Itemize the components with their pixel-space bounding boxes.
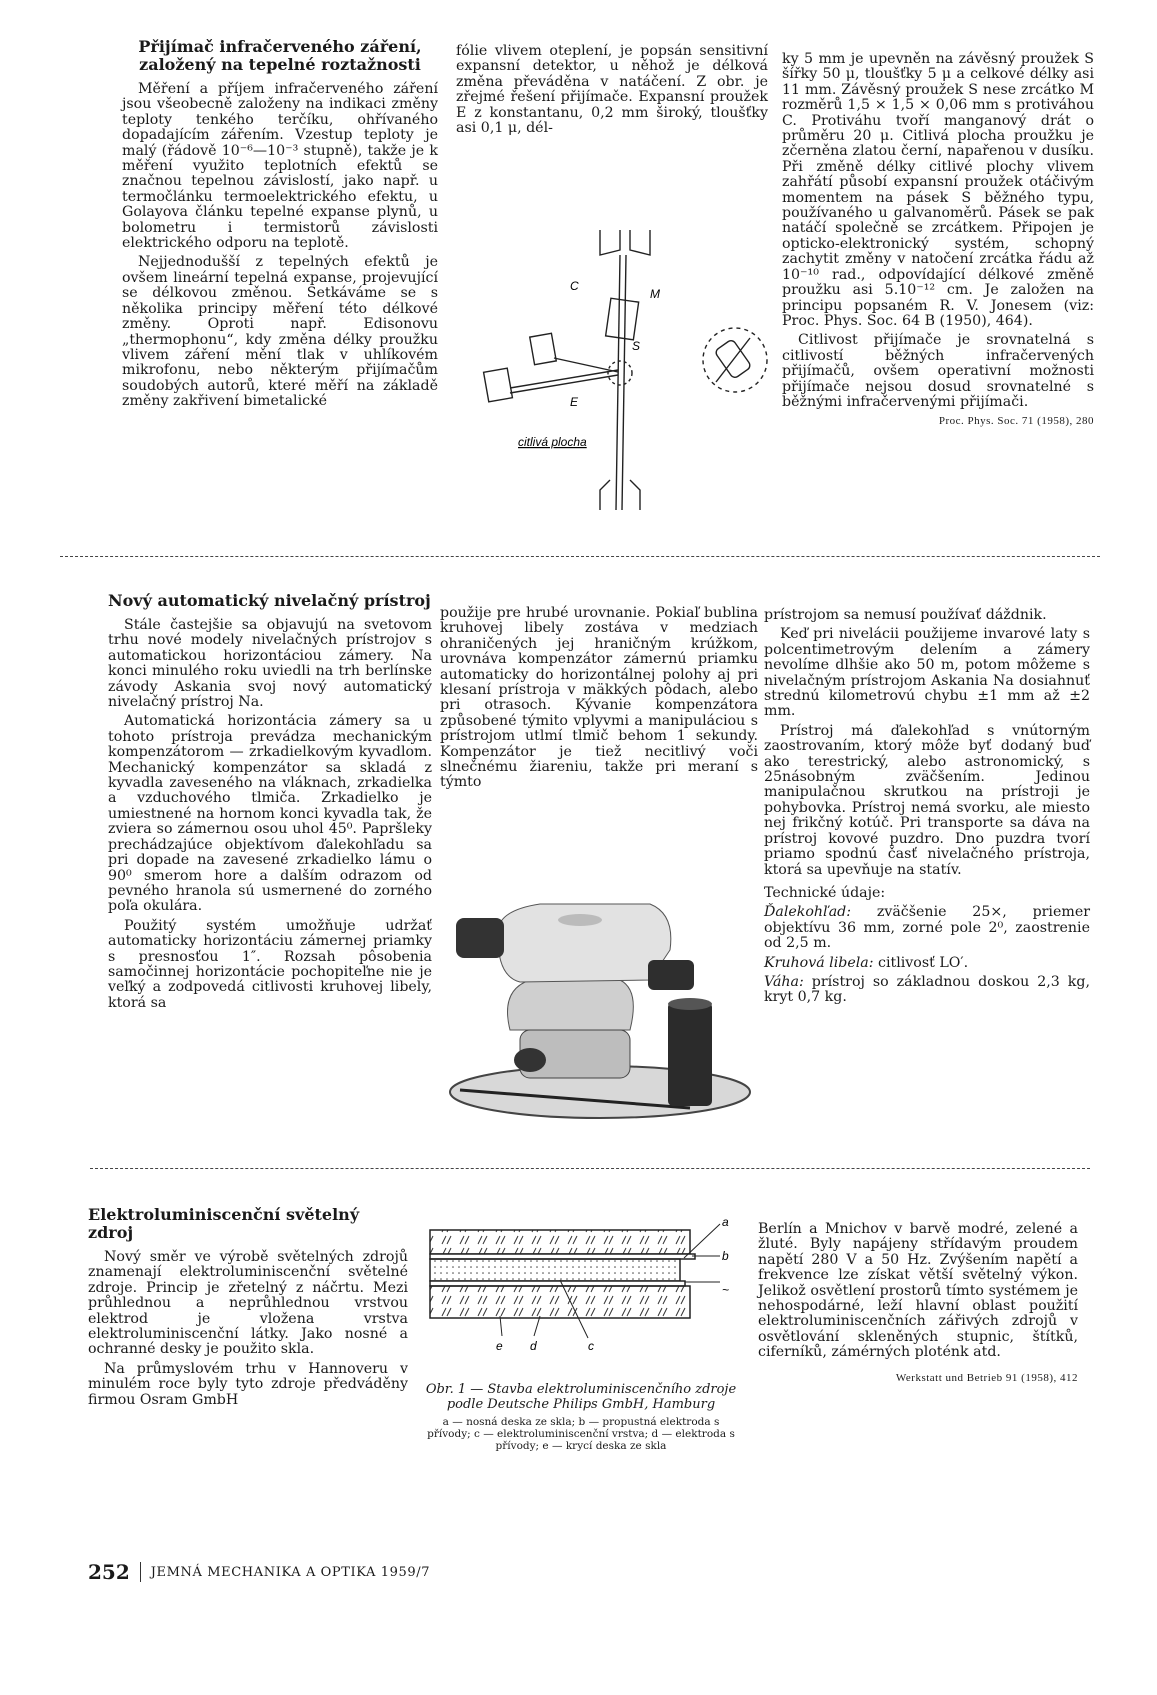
- figure-caption: Obr. 1 — Stavba elektroluminiscenčního zdroje podle Deutsche Philips GmbH, Hamburg: [425, 1382, 737, 1412]
- tech-data-item: Váha: prístroj so základnou doskou 2,3 kg, kryt 0,7 kg.: [764, 973, 1090, 1006]
- article1-col1: [122, 38, 438, 414]
- article2-paragraph: prístrojom sa nemusí používať dáždnik.: [764, 607, 1047, 623]
- article2-paragraph: Použitý systém umožňuje udržať automaticky horizontáciu zámernej priamky s presnosťou 1″. Rozsah pôsobenia samočinnej horizontácie pochopiteľne nie je veľký a zodpovedá citlivosti kruhovej libely, ktorá sa: [108, 917, 432, 1011]
- fig-label-b: b: [722, 1249, 729, 1263]
- article1-paragraph: Měření a příjem infračerveného záření jsou všeobecně založeny na indikaci změny teploty tenkého terčíku, ohřívaného dopadajícím zářením. Vzestup teploty je malý (řádově 10⁻⁶—10⁻³ stupně), takže je k měření využito teplotních efektů se značnou tepelnou závislostí, jako např. u termočlánku termoelektrického efektu, u Golayova článku tepelné expanse plynů, u bolometru i termistorů závislosti elektrického odporu na teplotě.: [122, 81, 438, 252]
- fig-label-plocha: citlivá plocha: [518, 435, 587, 449]
- article1-paragraph: ky 5 mm je upevněn na závěsný proužek S šířky 50 μ, tloušťky 5 μ a celkové délky asi 11 mm. Závěsný proužek S nese zrcátko M rozměrů 1,5 × 1,5 × 0,06 mm s protiváhou C. Protiváhu tvoří manganový drát o průměru 20 μ. Citlivá plocha proužku je zčerněna zlatou černí, napařenou v dusíku. Při změně délky citlivé plochy vlivem zahřátí působí expansní proužek otáčivým momentem na pásek S běžného typu, používaného u galvanoměrů. Pásek se pak natáčí společně se zrcátkem. Připojen je opticko-elektronický systém, schopný zachytit změny v natočení zrcátka řádu až 10⁻¹⁰ rad., odpovídající délkové změně proužku asi 5.10⁻¹² cm. Je založen na principu popsaném R. V. Jonesem (viz: Proc. Phys. Soc. 64 B (1950), 464).: [782, 51, 1094, 329]
- figure-legend: a — nosná deska ze skla; b — propustná elektroda s přívody; c — elektroluminiscenční vrstva; d — elektroda s přívody; e — krycí deska ze skla: [427, 1416, 735, 1452]
- fig-label-c: c: [588, 1339, 594, 1353]
- tech-data-item: Kruhová libela: citlivosť LO′.: [764, 954, 969, 971]
- page-number: 252: [88, 1560, 130, 1584]
- fig-label-e: e: [496, 1339, 503, 1353]
- article1-title: Přijímač infračerveného záření, založený na tepelné roztažnosti: [138, 37, 422, 74]
- receiver-diagram: [470, 210, 770, 530]
- section-divider: [60, 556, 1100, 557]
- fig-label-c: C: [570, 279, 579, 293]
- section-divider: [90, 1168, 1090, 1169]
- article2-paragraph: Keď pri nivelácii použijeme invarové laty s polcentimetrovým delením a zámery nevolíme dlhšie ako 50 m, potom môžeme s nivelačným prístrojom Askania Na dosiahnuť strednú kilometrovú chybu ±1 mm až ±2 mm.: [764, 626, 1090, 720]
- article1-paragraph: fólie vlivem oteplení, je popsán sensitivní expansní detektor, u něhož je délková změna převáděna v natáčení. Z obr. je zřejmé řešení přijímače. Expansní proužek E z konstantanu, 0,2 mm široký, tloušťky asi 0,1 μ, dél-: [456, 43, 768, 137]
- article3-col3: [758, 1222, 1078, 1386]
- article1-col2: [456, 44, 768, 140]
- article1-paragraph: Nejjednodušší z tepelných efektů je ovšem lineární tepelná expanse, projevující se délkovou změnou. Setkáváme se s několika principy měření této délkové změny. Oproti např. Edisonovu „thermophonu“, kdy změna délky proužku vlivem záření mění tlak v uhlíkovém mikrofonu, nebo některým přijímačům soudobých autorů, které měří na základě změny zakřivení bimetalické: [122, 254, 438, 410]
- article3-paragraph: Nový směr ve výrobě světelných zdrojů znamenají elektroluminiscenční světelné zdroje. Princip je zřetelný z náčrtu. Mezi průhlednou a neprůhlednou vrstvou elektrod je vložena vrstva elektroluminiscenční látky. Jako nosné a ochranné desky je použito skla.: [88, 1249, 408, 1358]
- article3-paragraph: Na průmyslovém trhu v Hannoveru v minulém roce byly tyto zdroje předváděny firmou Osram GmbH: [88, 1360, 408, 1408]
- article1-col3: [782, 52, 1094, 430]
- leveling-instrument-photo: [440, 880, 760, 1130]
- fig-label-e: E: [570, 395, 579, 409]
- footer-divider: [140, 1562, 141, 1582]
- article2-col3: [764, 608, 1090, 1010]
- article1-source: Proc. Phys. Soc. 71 (1958), 280: [938, 415, 1094, 428]
- article2-paragraph: použije pre hrubé urovnanie. Pokiaľ bublina kruhovej libely zostáva v medziach ohraničených jej hraničným krúžkom, urovnáva kompenzátor zámernú priamku automaticky do horizontálnej polohy aj pri klesaní prístroja v mäkkých pôdach, alebo pri otrasoch. Kývanie kompenzátora způsobené týmito vplyvmi a manipuláciou s prístrojom utlmí tlmič behom 1 sekundy. Kompenzátor je tiež necitlivý voči slnečnému žiareniu, takže pri meraní s týmto: [440, 605, 758, 791]
- page-footer: [88, 1560, 430, 1584]
- tech-data-title: Technické údaje:: [764, 884, 886, 901]
- journal-name: JEMNÁ MECHANIKA A OPTIKA 1959/7: [150, 1564, 431, 1580]
- article3-col1: [88, 1206, 408, 1412]
- article2-title: Nový automatický nivelačný prístroj: [108, 591, 431, 610]
- fig-label-m: M: [650, 287, 660, 301]
- fig-label-d: d: [530, 1339, 537, 1353]
- article2-col2: [440, 606, 758, 795]
- article2-paragraph: Prístroj má ďalekohľad s vnútorným zaostrovaním, ktorý môže byť dodaný buď ako terestrický, alebo astronomický, s 25násobným zväčšením. Jedinou manipulačnou skrutkou na prístroji je pohybovka. Prístroj nemá svorku, ale miesto nej frikčný kotúč. Pri transporte sa dáva na prístroj kovové puzdro. Dno puzdra tvorí priamo spodnú časť nivelačného prístroja, ktorá sa upevňuje na statív.: [764, 722, 1090, 878]
- article2-paragraph: Automatická horizontácia zámery sa u tohoto prístroja prevádza mechanickým kompenzátorom — zrkadielkovým kyvadlom. Mechanický kompenzátor sa skladá z kyvadla zaveseného na vláknach, zrkadielka a vzduchového tlmiča. Zrkadielko je umiestnené na hornom konci kyvadla tak, že zviera so zámernou osou uhol 45⁰. Papršleky prechádzajúce objektívom ďalekohľadu sa pri dopade na zavesené zrkadielko lámu o 90⁰ smerom hore a dalším odrazom od pevného hranola sú usmernené do zorného poľa okulára.: [108, 713, 432, 915]
- figure-caption-block: [420, 1382, 742, 1452]
- article2-col1: [108, 592, 432, 1015]
- article3-title: Elektroluminiscenční světelný zdroj: [88, 1205, 360, 1242]
- fig-label-a: a: [722, 1215, 729, 1229]
- article3-source: Werkstatt und Betrieb 91 (1958), 412: [895, 1371, 1078, 1384]
- article1-paragraph: Citlivost přijímače je srovnatelná s citlivostí běžných infračervených přijímačů, ovšem operativní možnosti přijímače nejsou dosud srovnatelné s běžnými infračervenými přijímači.: [782, 332, 1094, 410]
- electroluminescent-diagram: [420, 1210, 750, 1370]
- fig-label-tilde: ~: [722, 1283, 730, 1297]
- article2-paragraph: Stále častejšie sa objavujú na svetovom trhu nové modely nivelačných prístrojov s automatickou horizontáciou zámery. Na konci minulého roku uviedli na trh berlínske závody Askania svoj nový automatický nivelačný prístroj Na.: [108, 617, 432, 711]
- tech-data-item: Ďalekohľad: zväčšenie 25×, priemer objektívu 36 mm, zorné pole 2⁰, zaostrenie od 2,5 m.: [764, 904, 1090, 952]
- article3-paragraph: Berlín a Mnichov v barvě modré, zelené a žluté. Byly napájeny střídavým proudem napětí 280 V a 50 Hz. Zvýšením napětí a frekvence lze získat větší světelný výkon. Jelikož osvětlení prostorů tímto systémem je nehospodárné, leží hlavní oblast použití elektroluminiscenčních zářivých zdrojů v osvětlování skleněných stupnic, štítků, ciferníků, zámérných ploténk atd.: [758, 1221, 1078, 1361]
- fig-label-s: S: [632, 339, 641, 353]
